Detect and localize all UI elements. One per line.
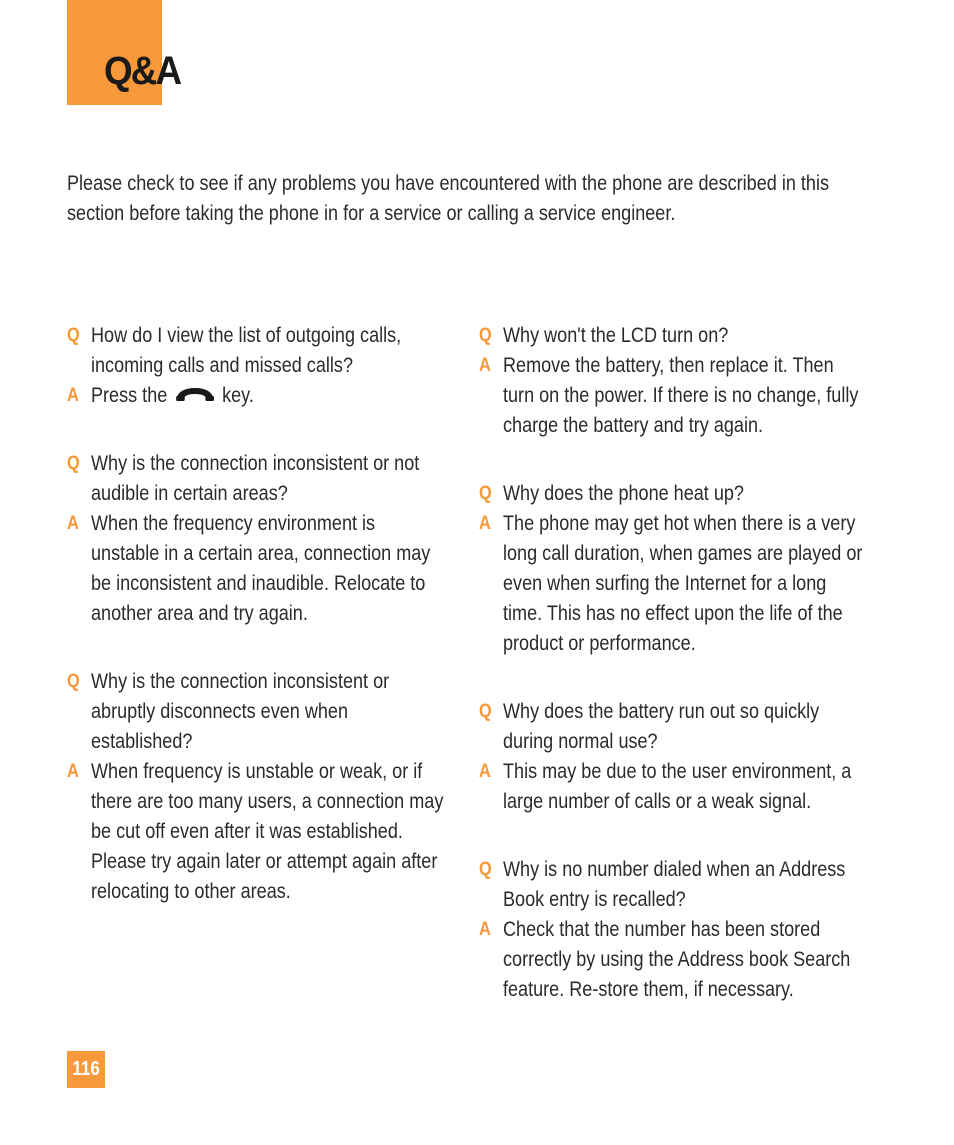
q-marker: Q — [479, 859, 492, 880]
answer — [479, 509, 869, 659]
q-marker: Q — [67, 671, 80, 692]
answer-text — [91, 381, 446, 411]
qa-item — [67, 321, 447, 411]
answer-text-before: Press the — [91, 384, 168, 407]
left-column — [67, 321, 447, 945]
answer — [479, 351, 869, 441]
question-text: Why does the phone heat up? — [503, 482, 744, 505]
question-text: Why is no number dialed when an Address Book entry is recalled? — [503, 858, 846, 911]
a-marker: A — [479, 355, 491, 376]
answer-text: When frequency is unstable or weak, or if there are too many users, a connection may be cut off even after it was established. Please try again later or attempt again after relocating to other areas. — [91, 760, 444, 903]
page-number: 116 — [72, 1058, 100, 1080]
answer-text-after: key. — [222, 384, 254, 407]
qa-item — [479, 321, 869, 441]
answer — [479, 915, 869, 1005]
q-marker: Q — [479, 701, 492, 722]
answer — [67, 757, 447, 907]
question-text: Why is the connection inconsistent or abruptly disconnects even when established? — [91, 670, 390, 753]
answer-text: The phone may get hot when there is a very long call duration, when games are played or even when surfing the Internet for a long time. This has no effect upon the life of the product or performance. — [503, 512, 863, 655]
qa-item — [479, 479, 869, 659]
a-marker: A — [479, 513, 491, 534]
qa-item — [67, 667, 447, 907]
intro-paragraph: Please check to see if any problems you have encountered with the phone are described in this section before taking the phone in for a service or calling a service engineer. — [67, 172, 830, 225]
answer-text: Check that the number has been stored correctly by using the Address book Search feature. Re-store them, if necessary. — [503, 918, 851, 1001]
question — [67, 449, 447, 509]
answer-text: This may be due to the user environment, a large number of calls or a weak signal. — [503, 760, 852, 813]
q-marker: Q — [67, 453, 80, 474]
question-text: Why is the connection inconsistent or not audible in certain areas? — [91, 452, 420, 505]
q-marker: Q — [67, 325, 80, 346]
answer — [479, 757, 869, 817]
a-marker: A — [67, 761, 79, 782]
question — [479, 855, 869, 915]
a-marker: A — [67, 385, 79, 406]
q-marker: Q — [479, 483, 492, 504]
right-column — [479, 321, 869, 1043]
page-title: Q&A — [104, 49, 181, 93]
answer-text: Remove the battery, then replace it. Then turn on the power. If there is no change, fully charge the battery and try again. — [503, 354, 859, 437]
question — [479, 697, 869, 757]
question — [479, 479, 869, 509]
question-text: How do I view the list of outgoing calls, incoming calls and missed calls? — [91, 324, 402, 377]
question-text: Why does the battery run out so quickly during normal use? — [503, 700, 820, 753]
page-number-badge — [67, 1051, 105, 1088]
q-marker: Q — [479, 325, 492, 346]
question — [67, 321, 447, 381]
qa-item — [479, 855, 869, 1005]
answer — [67, 381, 447, 411]
answer — [67, 509, 447, 629]
qa-item — [479, 697, 869, 817]
a-marker: A — [479, 761, 491, 782]
a-marker: A — [67, 513, 79, 534]
question-text: Why won't the LCD turn on? — [503, 324, 729, 347]
a-marker: A — [479, 919, 491, 940]
qa-item — [67, 449, 447, 629]
end-call-key-icon — [174, 387, 215, 401]
question — [67, 667, 447, 757]
answer-text: When the frequency environment is unstable in a certain area, connection may be inconsistent and inaudible. Relocate to another area and try again. — [91, 512, 431, 625]
question — [479, 321, 869, 351]
